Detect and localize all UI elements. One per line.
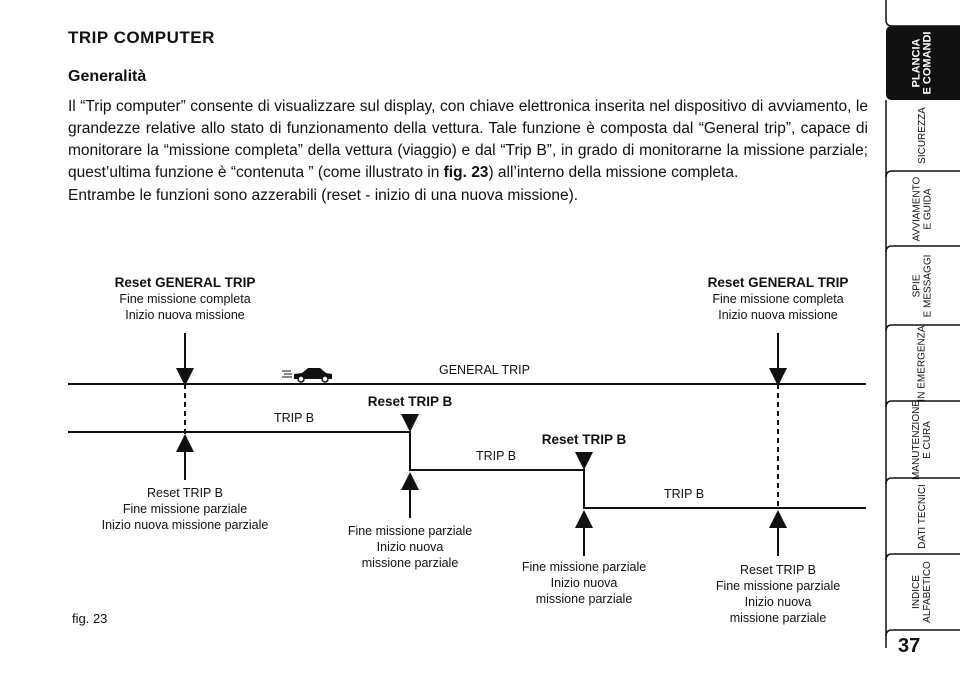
left-bottom-inizio-nuova-missione-parziale: Inizio nuova missione parziale [101,518,269,532]
inizio-nuova-missione-right: Inizio nuova missione [718,308,838,322]
up-arrow-mid1 [401,472,419,490]
figure-caption: fig. 23 [72,611,108,626]
left-bottom-reset-trip-b: Reset TRIP B [147,486,223,500]
right-bottom-reset-trip-b: Reset TRIP B [740,563,816,577]
up-arrow-right [769,510,787,528]
mid2-fine-missione-parziale: Fine missione parziale [521,560,647,574]
reset-trip-b-label-2: Reset TRIP B [541,432,627,447]
trip-b-reset-arrow-2 [575,452,593,470]
tab-manutenzione-e-cura[interactable]: MANUTENZIONE E CURA [911,399,933,480]
reset-paragraph: Entrambe le funzioni sono azzerabili (reset - inizio di una nuova missione). [68,187,579,204]
trip-b-label-3: TRIP B [664,487,705,501]
tab-in-emergenza[interactable]: IN EMERGENZA [916,324,928,402]
reset-general-trip-left: Reset GENERAL TRIP [114,275,256,290]
tab-indice-alfabetico[interactable]: INDICE ALFABETICO [911,561,933,623]
reset-general-trip-right: Reset GENERAL TRIP [707,275,849,290]
page-number: 37 [898,635,921,657]
section-title: TRIP COMPUTER [68,28,215,47]
chapter-sidebar [884,0,960,677]
up-arrow-mid2 [575,510,593,528]
trip-b-reset-arrow-1 [401,414,419,432]
fine-missione-completa-right: Fine missione completa [712,292,844,306]
mid2-missione-parziale: missione parziale [535,592,633,606]
intro-text-end: ) all’interno della missione completa. [488,164,739,181]
left-bottom-fine-missione-parziale: Fine missione parziale [122,502,248,516]
right-bottom-fine-missione-parziale: Fine missione parziale [715,579,841,593]
tab-plancia-e-comandi[interactable]: PLANCIA E COMANDI [909,31,933,95]
right-bottom-inizio-nuova: Inizio nuova [744,595,812,609]
tab-spie-e-messaggi[interactable]: SPIE E MESSAGGI [910,254,933,317]
up-arrow-left [176,434,194,452]
mid1-inizio-nuova: Inizio nuova [376,540,444,554]
section-subtitle: Generalità [68,68,147,85]
car-icon [282,368,332,382]
inizio-nuova-missione-left: Inizio nuova missione [125,308,245,322]
reset-trip-b-label-1: Reset TRIP B [367,394,453,409]
mid1-fine-missione-parziale: Fine missione parziale [347,524,473,538]
figure-reference[interactable]: fig. 23 [443,164,489,181]
trip-b-label-1: TRIP B [274,411,315,425]
intro-text-start: Il “Trip computer” consente di visualizzare sul display, con chiave elettronica inserita nel dispositivo di avviamento, le grandezze relative allo stato di funzionamento della vettura. Tale funzione è composta dal “General trip”, capace di monitorare la “missione completa” della vettura (viaggio) e dal “Trip B”, in grado di monitorarne la missione parziale; quest’ultima funzione è “contenuta ” (come illustrato in [68,98,868,181]
mid1-missione-parziale: missione parziale [361,556,459,570]
right-bottom-missione-parziale: missione parziale [729,611,827,625]
trip-b-label-2: TRIP B [476,449,517,463]
tab-avviamento-e-guida[interactable]: AVVIAMENTO E GUIDA [911,176,933,241]
fine-missione-completa-left: Fine missione completa [119,292,251,306]
mid2-inizio-nuova: Inizio nuova [550,576,618,590]
general-trip-label: GENERAL TRIP [439,363,530,377]
tab-dati-tecnici[interactable]: DATI TECNICI [916,483,928,549]
tab-sicurezza[interactable]: SICUREZZA [916,107,928,164]
